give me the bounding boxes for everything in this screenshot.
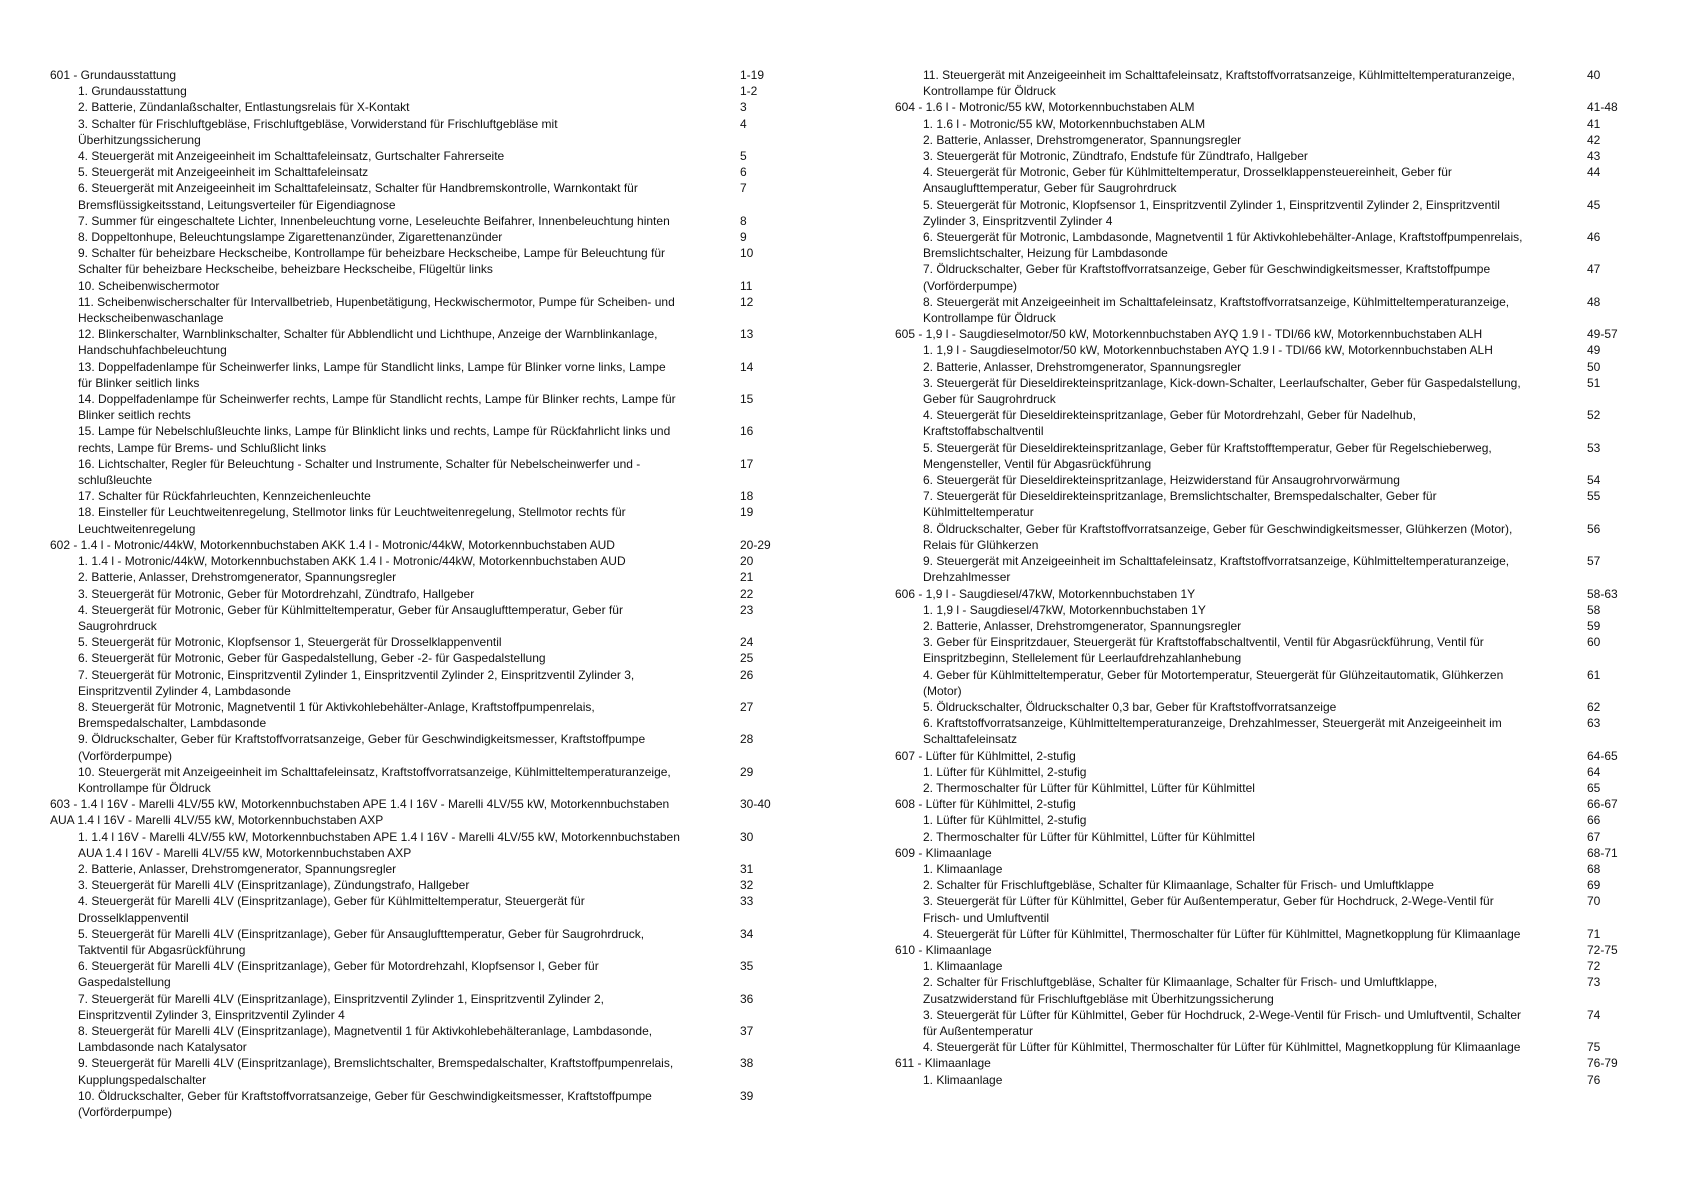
toc-entry-title: 4. Steuergerät für Motronic, Geber für Kühlmitteltemperatur, Geber für Ansauglufttemperatur, Geber für Saugrohrdruck bbox=[78, 602, 623, 633]
toc-entry-title: 5. Öldruckschalter, Öldruckschalter 0,3 bar, Geber für Kraftstoffvorratsanzeige bbox=[923, 699, 1337, 714]
toc-page-number: 39 bbox=[740, 1088, 754, 1103]
toc-entry-title: 3. Steuergerät für Marelli 4LV (Einspritzanlage), Zündungstrafo, Hallgeber bbox=[78, 878, 470, 893]
toc-sub-entry[interactable] bbox=[895, 132, 1625, 148]
toc-entry-title: 4. Steuergerät für Lüfter für Kühlmittel, Thermoschalter für Lüfter für Kühlmittel, Magnetkopplung für Klimaanlage bbox=[923, 926, 1521, 941]
toc-sub-entry[interactable] bbox=[50, 391, 780, 423]
toc-sub-entry[interactable] bbox=[50, 359, 780, 391]
toc-page-number: 74 bbox=[1587, 1007, 1601, 1022]
toc-page-number: 64 bbox=[1587, 764, 1601, 779]
toc-page-number: 22 bbox=[740, 586, 754, 601]
toc-entry-title: 6. Steuergerät für Dieseldirekteinspritzanlage, Heizwiderstand für Ansaugrohrvorwärmung bbox=[923, 473, 1400, 488]
toc-page-number: 44 bbox=[1587, 165, 1601, 180]
toc-entry-title: 8. Steuergerät mit Anzeigeeinheit im Schalttafeleinsatz, Kraftstoffvorratsanzeige, Kühlmitteltemperaturanzeige, Kontrollampe für Öldruck bbox=[923, 294, 1510, 326]
toc-entry-title: 1. Grundausstattung bbox=[78, 84, 187, 99]
toc-page-number: 30 bbox=[740, 829, 754, 844]
toc-entry-title: 4. Steuergerät mit Anzeigeeinheit im Schalttafeleinsatz, Gurtschalter Fahrerseite bbox=[78, 149, 505, 164]
toc-entry-title: 6. Steuergerät für Motronic, Lambdasonde, Magnetventil 1 für Aktivkohlebehälter-Anlage, Kraftstoffpumpenrelais, Bremslichtschalter, Heizung für Lambdasonde bbox=[923, 230, 1523, 261]
toc-entry-title: 9. Steuergerät mit Anzeigeeinheit im Schalttafeleinsatz, Kraftstoffvorratsanzeige, Kühlmitteltemperaturanzeige, Drehzahlmesser bbox=[923, 554, 1510, 585]
toc-sub-entry[interactable] bbox=[895, 148, 1625, 164]
toc-page-number: 54 bbox=[1587, 473, 1601, 488]
toc-entry-title: 5. Steuergerät für Marelli 4LV (Einspritzanlage), Geber für Ansauglufttemperatur, Geber für Saugrohrdruck, Taktventil für Abgasrückführung bbox=[78, 926, 645, 957]
toc-page-number: 21 bbox=[740, 570, 754, 585]
toc-page-number: 46 bbox=[1587, 230, 1601, 245]
toc-sub-entry[interactable] bbox=[895, 877, 1625, 893]
toc-sub-entry[interactable] bbox=[50, 667, 780, 699]
toc-entry-title: 609 - Klimaanlage bbox=[895, 845, 992, 860]
toc-page-number: 60 bbox=[1587, 635, 1601, 650]
toc-entry-title: 2. Batterie, Anlasser, Drehstromgenerator, Spannungsregler bbox=[923, 618, 1242, 633]
toc-page-number: 20 bbox=[740, 554, 754, 569]
toc-entry-title: 611 - Klimaanlage bbox=[895, 1056, 991, 1071]
toc-left-column bbox=[50, 67, 780, 1120]
toc-entry-title: 607 - Lüfter für Kühlmittel, 2-stufig bbox=[895, 748, 1076, 763]
toc-page-number: 70 bbox=[1587, 894, 1601, 909]
toc-sub-entry[interactable] bbox=[895, 197, 1625, 229]
toc-page-number: 71 bbox=[1587, 926, 1601, 941]
toc-page-number: 6 bbox=[740, 165, 747, 180]
toc-entry-title: 6. Steuergerät für Motronic, Geber für Gaspedalstellung, Geber -2- für Gaspedalstellung bbox=[78, 651, 546, 666]
toc-sub-entry[interactable] bbox=[50, 116, 780, 148]
toc-entry-title: 7. Steuergerät für Motronic, Einspritzventil Zylinder 1, Einspritzventil Zylinder 2, Einspritzventil Zylinder 3, Einspritzventil Zylinder 4, Lambdasonde bbox=[78, 667, 635, 698]
toc-entry-title: 10. Scheibenwischermotor bbox=[78, 278, 220, 293]
toc-entry-title: 9. Öldruckschalter, Geber für Kraftstoffvorratsanzeige, Geber für Geschwindigkeitsmesser, Kraftstoffpumpe (Vorförderpumpe) bbox=[78, 732, 646, 763]
toc-entry-title: 5. Steuergerät für Dieseldirekteinspritzanlage, Geber für Kraftstofftemperatur, Geber für Regelschieberweg, Mengensteller, Ventil für Abgasrückführung bbox=[923, 440, 1492, 471]
toc-page-number: 49-57 bbox=[1587, 327, 1618, 342]
toc-entry-title: 2. Thermoschalter für Lüfter für Kühlmittel, Lüfter für Kühlmittel bbox=[923, 780, 1255, 795]
toc-section-entry[interactable] bbox=[895, 586, 1625, 602]
toc-entry-title: 603 - 1.4 l 16V - Marelli 4LV/55 kW, Motorkennbuchstaben APE 1.4 l 16V - Marelli 4LV/55 kW, Motorkennbuchstaben AUA 1.4 l 16V - Marelli 4LV/55 kW, Motorkennbuchstaben AXP bbox=[50, 797, 670, 828]
toc-page-number: 66 bbox=[1587, 813, 1601, 828]
toc-page-number: 9 bbox=[740, 230, 747, 245]
toc-entry-title: 5. Steuergerät für Motronic, Klopfsensor 1, Einspritzventil Zylinder 1, Einspritzventil Zylinder 2, Einspritzventil Zylinder 3, Einspritzventil Zylinder 4 bbox=[923, 197, 1500, 228]
toc-entry-title: 3. Steuergerät für Dieseldirekteinspritzanlage, Kick-down-Schalter, Leerlaufschalter, Geber für Gaspedalstellung, Geber für Saugrohrdruck bbox=[923, 375, 1521, 407]
toc-entry-title: 15. Lampe für Nebelschlußleuchte links, Lampe für Blinklicht links und rechts, Lampe für Rückfahrlicht links und rechts, Lampe für Brems- und Schlußlicht links bbox=[78, 424, 671, 455]
toc-sub-entry[interactable] bbox=[895, 67, 1625, 99]
toc-page-number: 76 bbox=[1587, 1072, 1601, 1087]
toc-entry-title: 1. 1.6 l - Motronic/55 kW, Motorkennbuchstaben ALM bbox=[923, 116, 1206, 131]
toc-sub-entry[interactable] bbox=[50, 699, 780, 731]
toc-entry-title: 8. Steuergerät für Motronic, Magnetventil 1 für Aktivkohlebehälter-Anlage, Kraftstoffpumpenrelais, Bremspedalschalter, Lambdasonde bbox=[78, 699, 595, 731]
toc-sub-entry[interactable] bbox=[895, 602, 1625, 618]
toc-sub-entry[interactable] bbox=[895, 521, 1625, 553]
toc-page-number: 68 bbox=[1587, 861, 1601, 876]
toc-entry-title: 11. Scheibenwischerschalter für Intervallbetrieb, Hupenbetätigung, Heckwischermotor, Pumpe für Scheiben- und Heckscheibenwaschanlage bbox=[78, 294, 675, 326]
toc-sub-entry[interactable] bbox=[50, 893, 780, 925]
toc-sub-entry[interactable] bbox=[895, 359, 1625, 375]
toc-entry-title: 606 - 1,9 l - Saugdiesel/47kW, Motorkennbuchstaben 1Y bbox=[895, 586, 1196, 601]
toc-sub-entry[interactable] bbox=[895, 342, 1625, 358]
toc-sub-entry[interactable] bbox=[50, 764, 780, 796]
toc-sub-entry[interactable] bbox=[895, 261, 1625, 293]
toc-entry-title: 610 - Klimaanlage bbox=[895, 942, 992, 957]
toc-page-number: 16 bbox=[740, 424, 754, 439]
toc-sub-entry[interactable] bbox=[895, 667, 1625, 699]
toc-page-number: 32 bbox=[740, 878, 754, 893]
toc-section-entry[interactable] bbox=[895, 942, 1625, 958]
toc-page-number: 69 bbox=[1587, 878, 1601, 893]
toc-sub-entry[interactable] bbox=[50, 926, 780, 958]
toc-sub-entry[interactable] bbox=[50, 245, 780, 277]
toc-page-number: 43 bbox=[1587, 149, 1601, 164]
toc-page-number: 1-19 bbox=[740, 68, 765, 82]
toc-page-number: 10 bbox=[740, 246, 754, 261]
toc-entry-title: 14. Doppelfadenlampe für Scheinwerfer rechts, Lampe für Standlicht rechts, Lampe für Blinker rechts, Lampe für Blinker seitlich rechts bbox=[78, 392, 676, 423]
toc-entry-title: 7. Steuergerät für Dieseldirekteinspritzanlage, Bremslichtschalter, Bremspedalschalter, Geber für Kühlmitteltemperatur bbox=[923, 489, 1437, 520]
toc-entry-title: 9. Schalter für beheizbare Heckscheibe, Kontrollampe für beheizbare Heckscheibe, Lampe für Beleuchtung für Schalter für beheizbare Heckscheibe, beheizbare Heckscheibe, Flügeltür links bbox=[78, 246, 665, 277]
toc-sub-entry[interactable] bbox=[50, 553, 780, 569]
toc-sub-entry[interactable] bbox=[50, 278, 780, 294]
toc-section-entry[interactable] bbox=[50, 537, 780, 553]
toc-page-number: 3 bbox=[740, 100, 747, 115]
toc-page-number: 30-40 bbox=[740, 797, 771, 812]
toc-sub-entry[interactable] bbox=[50, 180, 780, 212]
toc-entry-title: 3. Schalter für Frischluftgebläse, Frischluftgebläse, Vorwiderstand für Frischluftgebläse mit Überhitzungssicherung bbox=[78, 116, 558, 147]
toc-entry-title: 3. Geber für Einspritzdauer, Steuergerät für Kraftstoffabschaltventil, Ventil für Abgasrückführung, Ventil für Einspritzbeginn, Stellelement für Leerlaufdrehzahlanhebung bbox=[923, 635, 1484, 666]
toc-page-number: 41-48 bbox=[1587, 100, 1618, 115]
toc-page-number: 48 bbox=[1587, 294, 1601, 309]
toc-sub-entry[interactable] bbox=[50, 213, 780, 229]
toc-sub-entry[interactable] bbox=[50, 456, 780, 488]
toc-entry-title: 8. Doppeltonhupe, Beleuchtungslampe Zigarettenanzünder, Zigarettenanzünder bbox=[78, 230, 503, 245]
toc-sub-entry[interactable] bbox=[50, 83, 780, 99]
toc-sub-entry[interactable] bbox=[50, 1055, 780, 1087]
toc-sub-entry[interactable] bbox=[50, 148, 780, 164]
toc-sub-entry[interactable] bbox=[50, 488, 780, 504]
toc-page-number: 58-63 bbox=[1587, 586, 1618, 601]
toc-entry-title: 17. Schalter für Rückfahrleuchten, Kennzeichenleuchte bbox=[78, 489, 371, 504]
toc-page-number: 15 bbox=[740, 392, 754, 407]
toc-sub-entry[interactable] bbox=[895, 375, 1625, 407]
toc-sub-entry[interactable] bbox=[50, 229, 780, 245]
toc-entry-title: 9. Steuergerät für Marelli 4LV (Einspritzanlage), Bremslichtschalter, Bremspedalschalter, Kraftstoffpumpenrelais, Kupplungspedalschalter bbox=[78, 1056, 674, 1087]
toc-section-entry[interactable] bbox=[895, 748, 1625, 764]
toc-page-number: 62 bbox=[1587, 699, 1601, 714]
toc-entry-title: 6. Kraftstoffvorratsanzeige, Kühlmitteltemperaturanzeige, Drehzahlmesser, Steuergerät mit Anzeigeeinheit im Schalttafeleinsatz bbox=[923, 716, 1502, 747]
toc-page-number: 26 bbox=[740, 667, 754, 682]
toc-sub-entry[interactable] bbox=[50, 634, 780, 650]
toc-entry-title: 1. 1,9 l - Saugdieselmotor/50 kW, Motorkennbuchstaben AYQ 1.9 l - TDI/66 kW, Motorkennbuchstaben ALH bbox=[923, 343, 1493, 358]
toc-sub-entry[interactable] bbox=[50, 650, 780, 666]
toc-sub-entry[interactable] bbox=[895, 164, 1625, 196]
toc-sub-entry[interactable] bbox=[895, 407, 1625, 439]
toc-sub-entry[interactable] bbox=[50, 326, 780, 358]
toc-entry-title: 2. Batterie, Zündanlaßschalter, Entlastungsrelais für X-Kontakt bbox=[78, 100, 410, 115]
toc-sub-entry[interactable] bbox=[50, 504, 780, 536]
toc-entry-title: 13. Doppelfadenlampe für Scheinwerfer links, Lampe für Standlicht links, Lampe für Blinker vorne links, Lampe für Blinker seitlich links bbox=[78, 359, 666, 390]
toc-entry-title: 16. Lichtschalter, Regler für Beleuchtung - Schalter und Instrumente, Schalter für Nebelscheinwerfer und -schlußleuchte bbox=[78, 456, 641, 488]
toc-entry-title: 1. Lüfter für Kühlmittel, 2-stufig bbox=[923, 764, 1087, 779]
toc-entry-title: 7. Summer für eingeschaltete Lichter, Innenbeleuchtung vorne, Leseleuchte Beifahrer, Innenbeleuchtung hinten bbox=[78, 213, 670, 228]
toc-page-number: 13 bbox=[740, 327, 754, 342]
toc-entry-title: 4. Steuergerät für Dieseldirekteinspritzanlage, Geber für Motordrehzahl, Geber für Nadelhub, Kraftstoffabschaltventil bbox=[923, 408, 1416, 439]
toc-page-number: 36 bbox=[740, 991, 754, 1006]
toc-page-number: 73 bbox=[1587, 975, 1601, 990]
toc-entry-title: 4. Steuergerät für Marelli 4LV (Einspritzanlage), Geber für Kühlmitteltemperatur, Steuergerät für Drosselklappenventil bbox=[78, 894, 585, 925]
toc-section-entry[interactable] bbox=[895, 845, 1625, 861]
toc-page-number: 23 bbox=[740, 602, 754, 617]
toc-sub-entry[interactable] bbox=[895, 634, 1625, 666]
toc-sub-entry[interactable] bbox=[895, 553, 1625, 585]
toc-entry-title: 12. Blinkerschalter, Warnblinkschalter, Schalter für Abblendlicht und Lichthupe, Anzeige der Warnblinkanlage, Handschuhfachbeleuchtung bbox=[78, 327, 658, 358]
toc-sub-entry[interactable] bbox=[895, 829, 1625, 845]
toc-entry-title: 6. Steuergerät für Marelli 4LV (Einspritzanlage), Geber für Motordrehzahl, Klopfsensor I, Geber für Gaspedalstellung bbox=[78, 959, 599, 990]
toc-sub-entry[interactable] bbox=[50, 294, 780, 326]
toc-sub-entry[interactable] bbox=[895, 1072, 1625, 1088]
toc-sub-entry[interactable] bbox=[895, 1007, 1625, 1039]
toc-page-number: 51 bbox=[1587, 375, 1601, 390]
toc-entry-title: 7. Steuergerät für Marelli 4LV (Einspritzanlage), Einspritzventil Zylinder 1, Einspritzventil Zylinder 2, Einspritzventil Zylinder 3, Einspritzventil Zylinder 4 bbox=[78, 991, 604, 1022]
toc-sub-entry[interactable] bbox=[50, 991, 780, 1023]
toc-page-number: 59 bbox=[1587, 618, 1601, 633]
toc-page-number: 19 bbox=[740, 505, 754, 520]
toc-entry-title: 602 - 1.4 l - Motronic/44kW, Motorkennbuchstaben AKK 1.4 l - Motronic/44kW, Motorkennbuchstaben AUD bbox=[50, 537, 615, 552]
toc-sub-entry[interactable] bbox=[50, 602, 780, 634]
toc-sub-entry[interactable] bbox=[895, 699, 1625, 715]
toc-page-number: 57 bbox=[1587, 554, 1601, 569]
toc-entry-title: 4. Steuergerät für Lüfter für Kühlmittel, Thermoschalter für Lüfter für Kühlmittel, Magnetkopplung für Klimaanlage bbox=[923, 1040, 1521, 1055]
toc-entry-title: 5. Steuergerät mit Anzeigeeinheit im Schalttafeleinsatz bbox=[78, 165, 369, 180]
toc-page-number: 11 bbox=[740, 278, 753, 293]
toc-page-number: 31 bbox=[740, 861, 754, 876]
toc-page-number: 14 bbox=[740, 359, 754, 374]
toc-page-number: 40 bbox=[1587, 68, 1601, 82]
toc-entry-title: 4. Steuergerät für Motronic, Geber für Kühlmitteltemperatur, Drosselklappensteuereinheit, Geber für Ansauglufttemperatur, Geber für Saugrohrdruck bbox=[923, 165, 1452, 196]
toc-entry-title: 2. Schalter für Frischluftgebläse, Schalter für Klimaanlage, Schalter für Frisch- und Umluftklappe, Zusatzwiderstand für Frischluftgebläse mit Überhitzungssicherung bbox=[923, 975, 1438, 1006]
toc-sub-entry[interactable] bbox=[50, 164, 780, 180]
toc-page-number: 55 bbox=[1587, 489, 1601, 504]
toc-entry-title: 2. Batterie, Anlasser, Drehstromgenerator, Spannungsregler bbox=[78, 570, 397, 585]
toc-page-number: 61 bbox=[1587, 667, 1601, 682]
toc-page-number: 72-75 bbox=[1587, 942, 1618, 957]
toc-page-number: 17 bbox=[740, 456, 754, 471]
toc-entry-title: 10. Öldruckschalter, Geber für Kraftstoffvorratsanzeige, Geber für Geschwindigkeitsmesser, Kraftstoffpumpe (Vorförderpumpe) bbox=[78, 1088, 652, 1119]
toc-sub-entry[interactable] bbox=[895, 116, 1625, 132]
toc-entry-title: 601 - Grundausstattung bbox=[50, 68, 177, 82]
toc-entry-title: 18. Einsteller für Leuchtweitenregelung, Stellmotor links für Leuchtweitenregelung, Stellmotor rechts für Leuchtweitenregelung bbox=[78, 505, 626, 536]
toc-entry-title: 608 - Lüfter für Kühlmittel, 2-stufig bbox=[895, 797, 1076, 812]
toc-page-number: 50 bbox=[1587, 359, 1601, 374]
toc-entry-title: 5. Steuergerät für Motronic, Klopfsensor 1, Steuergerät für Drosselklappenventil bbox=[78, 635, 502, 650]
toc-page-number: 24 bbox=[740, 635, 754, 650]
toc-right-column bbox=[895, 67, 1625, 1088]
toc-entry-title: 2. Schalter für Frischluftgebläse, Schalter für Klimaanlage, Schalter für Frisch- und Umluftklappe bbox=[923, 878, 1434, 893]
toc-sub-entry[interactable] bbox=[895, 893, 1625, 925]
toc-sub-entry[interactable] bbox=[895, 715, 1625, 747]
toc-entry-title: 1. Klimaanlage bbox=[923, 1072, 1003, 1087]
toc-sub-entry[interactable] bbox=[50, 731, 780, 763]
toc-page-number: 37 bbox=[740, 1023, 754, 1038]
toc-sub-entry[interactable] bbox=[895, 472, 1625, 488]
toc-section-entry[interactable] bbox=[50, 67, 780, 83]
toc-page-number: 47 bbox=[1587, 262, 1601, 277]
toc-page-number: 35 bbox=[740, 959, 754, 974]
toc-page-number: 65 bbox=[1587, 780, 1601, 795]
toc-sub-entry[interactable] bbox=[895, 974, 1625, 1006]
toc-entry-title: 6. Steuergerät mit Anzeigeeinheit im Schalttafeleinsatz, Schalter für Handbremskontrolle, Warnkontakt für Bremsflüssigkeitsstand, Leitungsverteiler für Eigendiagnose bbox=[78, 181, 638, 212]
toc-entry-title: 3. Steuergerät für Lüfter für Kühlmittel, Geber für Hochdruck, 2-Wege-Ventil für Frisch- und Umluftventil, Schalter für Außentemperatur bbox=[923, 1007, 1522, 1038]
toc-page-number: 29 bbox=[740, 764, 754, 779]
toc-page-number: 20-29 bbox=[740, 537, 771, 552]
toc-sub-entry[interactable] bbox=[895, 1039, 1625, 1055]
toc-sub-entry[interactable] bbox=[50, 829, 780, 861]
toc-section-entry[interactable] bbox=[895, 326, 1625, 342]
toc-entry-title: 3. Steuergerät für Motronic, Zündtrafo, Endstufe für Zündtrafo, Hallgeber bbox=[923, 149, 1308, 164]
toc-page-number: 76-79 bbox=[1587, 1056, 1618, 1071]
toc-entry-title: 3. Steuergerät für Motronic, Geber für Motordrehzahl, Zündtrafo, Hallgeber bbox=[78, 586, 475, 601]
toc-page-number: 38 bbox=[740, 1056, 754, 1071]
toc-entry-title: 1. Klimaanlage bbox=[923, 959, 1003, 974]
toc-sub-entry[interactable] bbox=[50, 877, 780, 893]
toc-page-number: 33 bbox=[740, 894, 754, 909]
toc-entry-title: 2. Batterie, Anlasser, Drehstromgenerator, Spannungsregler bbox=[923, 132, 1242, 147]
toc-page-number: 45 bbox=[1587, 197, 1601, 212]
toc-entry-title: 2. Thermoschalter für Lüfter für Kühlmittel, Lüfter für Kühlmittel bbox=[923, 829, 1255, 844]
toc-sub-entry[interactable] bbox=[895, 764, 1625, 780]
toc-sub-entry[interactable] bbox=[50, 1023, 780, 1055]
toc-entry-title: 2. Batterie, Anlasser, Drehstromgenerator, Spannungsregler bbox=[78, 861, 397, 876]
toc-page-number: 53 bbox=[1587, 440, 1601, 455]
toc-page-number: 4 bbox=[740, 116, 747, 131]
toc-page-number: 8 bbox=[740, 213, 747, 228]
toc-page-number: 52 bbox=[1587, 408, 1601, 423]
toc-sub-entry[interactable] bbox=[895, 780, 1625, 796]
toc-entry-title: 1. 1.4 l - Motronic/44kW, Motorkennbuchstaben AKK 1.4 l - Motronic/44kW, Motorkennbuchstaben AUD bbox=[78, 554, 626, 569]
toc-sub-entry[interactable] bbox=[50, 958, 780, 990]
toc-page-number: 66-67 bbox=[1587, 797, 1618, 812]
toc-page-number: 49 bbox=[1587, 343, 1601, 358]
toc-page-number: 56 bbox=[1587, 521, 1601, 536]
toc-entry-title: 2. Batterie, Anlasser, Drehstromgenerator, Spannungsregler bbox=[923, 359, 1242, 374]
toc-sub-entry[interactable] bbox=[895, 294, 1625, 326]
toc-sub-entry[interactable] bbox=[895, 812, 1625, 828]
toc-page-number: 72 bbox=[1587, 959, 1601, 974]
toc-page-number: 41 bbox=[1587, 116, 1601, 131]
toc-entry-title: 1. Lüfter für Kühlmittel, 2-stufig bbox=[923, 813, 1087, 828]
toc-section-entry[interactable] bbox=[895, 1055, 1625, 1071]
toc-page-number: 67 bbox=[1587, 829, 1601, 844]
toc-page-number: 12 bbox=[740, 294, 754, 309]
toc-page-number: 63 bbox=[1587, 716, 1601, 731]
toc-page-number: 18 bbox=[740, 489, 754, 504]
toc-entry-title: 605 - 1,9 l - Saugdieselmotor/50 kW, Motorkennbuchstaben AYQ 1.9 l - TDI/66 kW, Motorkennbuchstaben ALH bbox=[895, 327, 1483, 342]
toc-entry-title: 10. Steuergerät mit Anzeigeeinheit im Schalttafeleinsatz, Kraftstoffvorratsanzeige, Kühlmitteltemperaturanzeige, Kontrollampe für Öldruck bbox=[78, 764, 671, 795]
toc-sub-entry[interactable] bbox=[895, 488, 1625, 520]
toc-page-number: 27 bbox=[740, 699, 754, 714]
toc-entry-title: 1. 1.4 l 16V - Marelli 4LV/55 kW, Motorkennbuchstaben APE 1.4 l 16V - Marelli 4LV/55 kW, Motorkennbuchstaben AUA 1.4 l 16V - Marelli 4LV/55 kW, Motorkennbuchstaben AXP bbox=[78, 829, 680, 860]
toc-sub-entry[interactable] bbox=[895, 440, 1625, 472]
toc-page-number: 28 bbox=[740, 732, 754, 747]
toc-entry-title: 8. Steuergerät für Marelli 4LV (Einspritzanlage), Magnetventil 1 für Aktivkohlebehälteranlage, Lambdasonde, Lambdasonde nach Katalysator bbox=[78, 1023, 653, 1055]
toc-page-number: 68-71 bbox=[1587, 845, 1618, 860]
toc-entry-title: 604 - 1.6 l - Motronic/55 kW, Motorkennbuchstaben ALM bbox=[895, 100, 1195, 115]
toc-sub-entry[interactable] bbox=[895, 958, 1625, 974]
toc-entry-title: 7. Öldruckschalter, Geber für Kraftstoffvorratsanzeige, Geber für Geschwindigkeitsmesser, Kraftstoffpumpe (Vorförderpumpe) bbox=[923, 262, 1491, 293]
toc-sub-entry[interactable] bbox=[50, 569, 780, 585]
toc-page-number: 42 bbox=[1587, 132, 1601, 147]
toc-sub-entry[interactable] bbox=[895, 618, 1625, 634]
toc-entry-title: 1. Klimaanlage bbox=[923, 861, 1003, 876]
toc-section-entry[interactable] bbox=[50, 796, 780, 828]
toc-sub-entry[interactable] bbox=[895, 229, 1625, 261]
toc-entry-title: 3. Steuergerät für Lüfter für Kühlmittel, Geber für Außentemperatur, Geber für Hochdruck, 2-Wege-Ventil für Frisch- und Umluftventil bbox=[923, 894, 1494, 925]
toc-entry-title: 11. Steuergerät mit Anzeigeeinheit im Schalttafeleinsatz, Kraftstoffvorratsanzeige, Kühlmitteltemperaturanzeige, Kontrollampe für Öldruck bbox=[923, 68, 1515, 99]
toc-sub-entry[interactable] bbox=[50, 99, 780, 115]
toc-sub-entry[interactable] bbox=[50, 861, 780, 877]
toc-entry-title: 8. Öldruckschalter, Geber für Kraftstoffvorratsanzeige, Geber für Geschwindigkeitsmesser, Glühkerzen (Motor), Relais für Glühkerzen bbox=[923, 521, 1513, 552]
toc-page-number: 58 bbox=[1587, 602, 1601, 617]
toc-page-number: 1-2 bbox=[740, 84, 758, 99]
toc-section-entry[interactable] bbox=[895, 796, 1625, 812]
toc-sub-entry[interactable] bbox=[895, 926, 1625, 942]
toc-page-number: 75 bbox=[1587, 1040, 1601, 1055]
toc-page-number: 34 bbox=[740, 926, 754, 941]
toc-sub-entry[interactable] bbox=[895, 861, 1625, 877]
toc-page-number: 5 bbox=[740, 149, 747, 164]
toc-sub-entry[interactable] bbox=[50, 1088, 780, 1120]
toc-entry-title: 1. 1,9 l - Saugdiesel/47kW, Motorkennbuchstaben 1Y bbox=[923, 602, 1206, 617]
toc-page-number: 7 bbox=[740, 181, 747, 196]
toc-sub-entry[interactable] bbox=[50, 423, 780, 455]
toc-page-number: 25 bbox=[740, 651, 754, 666]
toc-entry-title: 4. Geber für Kühlmitteltemperatur, Geber für Motortemperatur, Steuergerät für Glühzeitautomatik, Glühkerzen (Motor) bbox=[923, 667, 1504, 698]
toc-page-number: 64-65 bbox=[1587, 748, 1618, 763]
toc-section-entry[interactable] bbox=[895, 99, 1625, 115]
toc-sub-entry[interactable] bbox=[50, 586, 780, 602]
